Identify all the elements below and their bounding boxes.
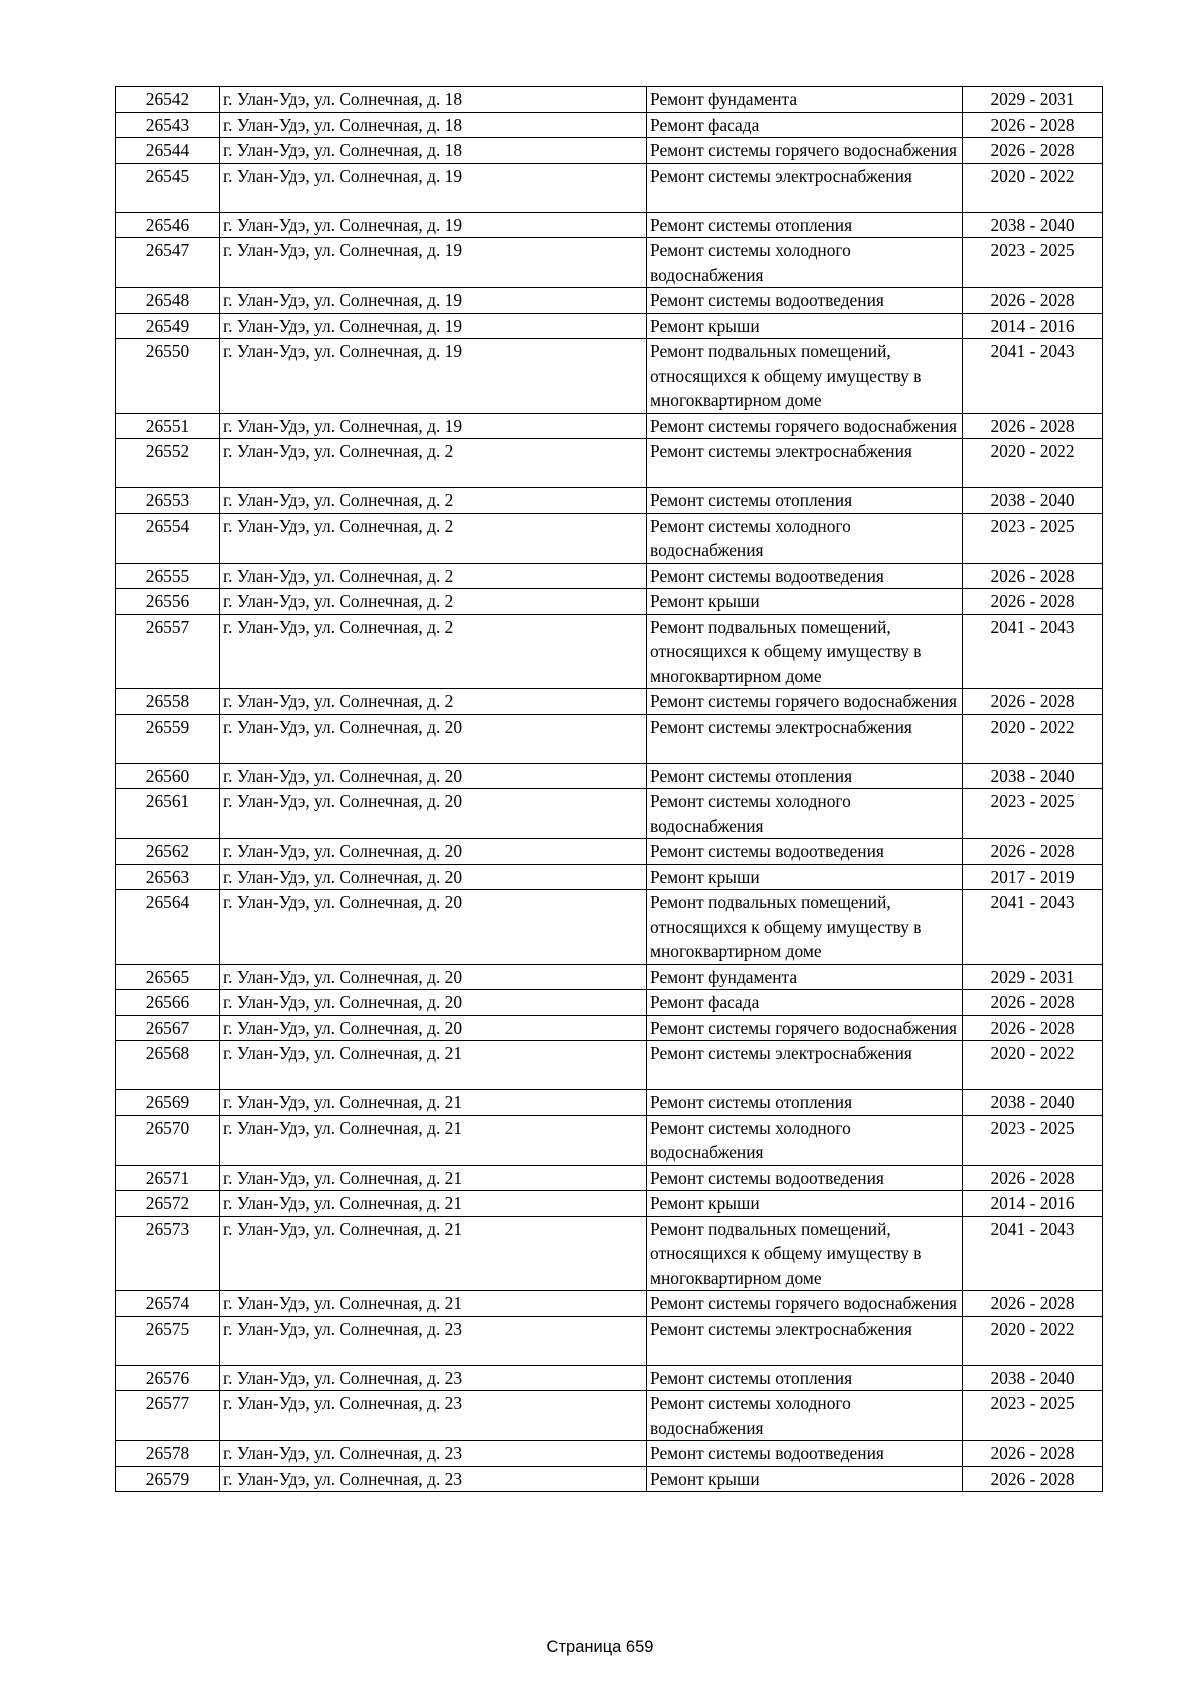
work-type-cell: Ремонт крыши — [647, 313, 963, 339]
work-type-cell: Ремонт системы холодного водоснабжения — [647, 1115, 963, 1165]
row-number-cell: 26567 — [116, 1015, 220, 1041]
work-type-cell: Ремонт фасада — [647, 990, 963, 1016]
period-cell: 2017 - 2019 — [963, 864, 1103, 890]
table-row — [116, 839, 1103, 865]
table-row — [116, 714, 1103, 763]
address-cell: г. Улан-Удэ, ул. Солнечная, д. 21 — [220, 1191, 647, 1217]
work-type-cell: Ремонт системы водоотведения — [647, 288, 963, 314]
table-row — [116, 1090, 1103, 1116]
table-row — [116, 1365, 1103, 1391]
work-type-cell: Ремонт фундамента — [647, 87, 963, 113]
work-type-cell: Ремонт фасада — [647, 112, 963, 138]
address-cell: г. Улан-Удэ, ул. Солнечная, д. 23 — [220, 1365, 647, 1391]
table-row — [116, 112, 1103, 138]
row-number-cell: 26568 — [116, 1041, 220, 1090]
table-row — [116, 1441, 1103, 1467]
row-number-cell: 26575 — [116, 1316, 220, 1365]
address-cell: г. Улан-Удэ, ул. Солнечная, д. 20 — [220, 839, 647, 865]
work-type-cell: Ремонт системы водоотведения — [647, 839, 963, 865]
period-cell: 2038 - 2040 — [963, 212, 1103, 238]
period-cell: 2026 - 2028 — [963, 1291, 1103, 1317]
page-number: Страница 659 — [546, 1638, 654, 1656]
address-cell: г. Улан-Удэ, ул. Солнечная, д. 2 — [220, 563, 647, 589]
work-type-cell: Ремонт подвальных помещений, относящихся к общему имуществу в многоквартирном доме — [647, 890, 963, 965]
address-cell: г. Улан-Удэ, ул. Солнечная, д. 20 — [220, 864, 647, 890]
row-number-cell: 26554 — [116, 513, 220, 563]
work-type-cell: Ремонт системы электроснабжения — [647, 1316, 963, 1365]
work-type-cell: Ремонт системы горячего водоснабжения — [647, 1291, 963, 1317]
period-cell: 2029 - 2031 — [963, 964, 1103, 990]
row-number-cell: 26560 — [116, 763, 220, 789]
work-type-cell: Ремонт системы водоотведения — [647, 563, 963, 589]
period-cell: 2023 - 2025 — [963, 789, 1103, 839]
table-row — [116, 864, 1103, 890]
address-cell: г. Улан-Удэ, ул. Солнечная, д. 2 — [220, 439, 647, 488]
address-cell: г. Улан-Удэ, ул. Солнечная, д. 21 — [220, 1216, 647, 1291]
address-cell: г. Улан-Удэ, ул. Солнечная, д. 20 — [220, 990, 647, 1016]
period-cell: 2023 - 2025 — [963, 1391, 1103, 1441]
address-cell: г. Улан-Удэ, ул. Солнечная, д. 2 — [220, 589, 647, 615]
period-cell: 2026 - 2028 — [963, 413, 1103, 439]
address-cell: г. Улан-Удэ, ул. Солнечная, д. 19 — [220, 313, 647, 339]
row-number-cell: 26570 — [116, 1115, 220, 1165]
row-number-cell: 26553 — [116, 488, 220, 514]
work-type-cell: Ремонт крыши — [647, 1466, 963, 1492]
period-cell: 2014 - 2016 — [963, 1191, 1103, 1217]
period-cell: 2014 - 2016 — [963, 313, 1103, 339]
period-cell: 2026 - 2028 — [963, 138, 1103, 164]
work-type-cell: Ремонт крыши — [647, 864, 963, 890]
row-number-cell: 26578 — [116, 1441, 220, 1467]
period-cell: 2020 - 2022 — [963, 439, 1103, 488]
period-cell: 2020 - 2022 — [963, 714, 1103, 763]
table-row — [116, 138, 1103, 164]
period-cell: 2023 - 2025 — [963, 513, 1103, 563]
row-number-cell: 26552 — [116, 439, 220, 488]
row-number-cell: 26569 — [116, 1090, 220, 1116]
address-cell: г. Улан-Удэ, ул. Солнечная, д. 2 — [220, 488, 647, 514]
work-type-cell: Ремонт подвальных помещений, относящихся к общему имуществу в многоквартирном доме — [647, 1216, 963, 1291]
period-cell: 2026 - 2028 — [963, 112, 1103, 138]
address-cell: г. Улан-Удэ, ул. Солнечная, д. 20 — [220, 890, 647, 965]
address-cell: г. Улан-Удэ, ул. Солнечная, д. 18 — [220, 112, 647, 138]
row-number-cell: 26577 — [116, 1391, 220, 1441]
work-type-cell: Ремонт системы холодного водоснабжения — [647, 789, 963, 839]
address-cell: г. Улан-Удэ, ул. Солнечная, д. 20 — [220, 789, 647, 839]
period-cell: 2026 - 2028 — [963, 1015, 1103, 1041]
address-cell: г. Улан-Удэ, ул. Солнечная, д. 20 — [220, 1015, 647, 1041]
row-number-cell: 26573 — [116, 1216, 220, 1291]
period-cell: 2026 - 2028 — [963, 1466, 1103, 1492]
period-cell: 2038 - 2040 — [963, 763, 1103, 789]
table-row — [116, 563, 1103, 589]
row-number-cell: 26550 — [116, 339, 220, 414]
period-cell: 2041 - 2043 — [963, 1216, 1103, 1291]
row-number-cell: 26576 — [116, 1365, 220, 1391]
row-number-cell: 26565 — [116, 964, 220, 990]
table-row — [116, 1316, 1103, 1365]
period-cell: 2029 - 2031 — [963, 87, 1103, 113]
row-number-cell: 26558 — [116, 689, 220, 715]
work-type-cell: Ремонт подвальных помещений, относящихся к общему имуществу в многоквартирном доме — [647, 339, 963, 414]
work-type-cell: Ремонт системы горячего водоснабжения — [647, 689, 963, 715]
address-cell: г. Улан-Удэ, ул. Солнечная, д. 19 — [220, 339, 647, 414]
address-cell: г. Улан-Удэ, ул. Солнечная, д. 19 — [220, 288, 647, 314]
row-number-cell: 26543 — [116, 112, 220, 138]
table-row — [116, 238, 1103, 288]
row-number-cell: 26574 — [116, 1291, 220, 1317]
table-row — [116, 163, 1103, 212]
table-row — [116, 964, 1103, 990]
address-cell: г. Улан-Удэ, ул. Солнечная, д. 19 — [220, 163, 647, 212]
work-type-cell: Ремонт системы отопления — [647, 1365, 963, 1391]
row-number-cell: 26548 — [116, 288, 220, 314]
row-number-cell: 26544 — [116, 138, 220, 164]
period-cell: 2020 - 2022 — [963, 1041, 1103, 1090]
table-row — [116, 789, 1103, 839]
row-number-cell: 26545 — [116, 163, 220, 212]
repair-schedule-table-body — [116, 87, 1103, 1492]
table-row — [116, 513, 1103, 563]
table-row — [116, 1291, 1103, 1317]
table-row — [116, 439, 1103, 488]
period-cell: 2026 - 2028 — [963, 990, 1103, 1016]
row-number-cell: 26557 — [116, 614, 220, 689]
work-type-cell: Ремонт системы холодного водоснабжения — [647, 238, 963, 288]
work-type-cell: Ремонт фундамента — [647, 964, 963, 990]
period-cell: 2023 - 2025 — [963, 1115, 1103, 1165]
address-cell: г. Улан-Удэ, ул. Солнечная, д. 20 — [220, 964, 647, 990]
period-cell: 2026 - 2028 — [963, 689, 1103, 715]
address-cell: г. Улан-Удэ, ул. Солнечная, д. 2 — [220, 614, 647, 689]
table-row — [116, 589, 1103, 615]
address-cell: г. Улан-Удэ, ул. Солнечная, д. 21 — [220, 1041, 647, 1090]
table-row — [116, 890, 1103, 965]
period-cell: 2026 - 2028 — [963, 589, 1103, 615]
table-row — [116, 413, 1103, 439]
period-cell: 2038 - 2040 — [963, 488, 1103, 514]
work-type-cell: Ремонт системы отопления — [647, 763, 963, 789]
address-cell: г. Улан-Удэ, ул. Солнечная, д. 19 — [220, 413, 647, 439]
work-type-cell: Ремонт системы электроснабжения — [647, 439, 963, 488]
period-cell: 2041 - 2043 — [963, 614, 1103, 689]
address-cell: г. Улан-Удэ, ул. Солнечная, д. 19 — [220, 212, 647, 238]
address-cell: г. Улан-Удэ, ул. Солнечная, д. 2 — [220, 513, 647, 563]
row-number-cell: 26572 — [116, 1191, 220, 1217]
address-cell: г. Улан-Удэ, ул. Солнечная, д. 20 — [220, 763, 647, 789]
row-number-cell: 26559 — [116, 714, 220, 763]
period-cell: 2026 - 2028 — [963, 288, 1103, 314]
address-cell: г. Улан-Удэ, ул. Солнечная, д. 21 — [220, 1115, 647, 1165]
address-cell: г. Улан-Удэ, ул. Солнечная, д. 18 — [220, 138, 647, 164]
address-cell: г. Улан-Удэ, ул. Солнечная, д. 19 — [220, 238, 647, 288]
work-type-cell: Ремонт системы отопления — [647, 1090, 963, 1116]
work-type-cell: Ремонт системы горячего водоснабжения — [647, 1015, 963, 1041]
work-type-cell: Ремонт системы холодного водоснабжения — [647, 1391, 963, 1441]
row-number-cell: 26571 — [116, 1165, 220, 1191]
period-cell: 2041 - 2043 — [963, 339, 1103, 414]
table-row — [116, 614, 1103, 689]
row-number-cell: 26542 — [116, 87, 220, 113]
table-row — [116, 87, 1103, 113]
work-type-cell: Ремонт системы электроснабжения — [647, 1041, 963, 1090]
work-type-cell: Ремонт системы горячего водоснабжения — [647, 413, 963, 439]
table-row — [116, 763, 1103, 789]
address-cell: г. Улан-Удэ, ул. Солнечная, д. 23 — [220, 1391, 647, 1441]
address-cell: г. Улан-Удэ, ул. Солнечная, д. 23 — [220, 1441, 647, 1467]
row-number-cell: 26555 — [116, 563, 220, 589]
work-type-cell: Ремонт крыши — [647, 589, 963, 615]
table-row — [116, 1466, 1103, 1492]
table-row — [116, 488, 1103, 514]
period-cell: 2041 - 2043 — [963, 890, 1103, 965]
work-type-cell: Ремонт системы водоотведения — [647, 1441, 963, 1467]
row-number-cell: 26556 — [116, 589, 220, 615]
work-type-cell: Ремонт крыши — [647, 1191, 963, 1217]
row-number-cell: 26566 — [116, 990, 220, 1016]
table-row — [116, 1041, 1103, 1090]
table-row — [116, 1391, 1103, 1441]
address-cell: г. Улан-Удэ, ул. Солнечная, д. 20 — [220, 714, 647, 763]
row-number-cell: 26549 — [116, 313, 220, 339]
address-cell: г. Улан-Удэ, ул. Солнечная, д. 21 — [220, 1291, 647, 1317]
row-number-cell: 26562 — [116, 839, 220, 865]
work-type-cell: Ремонт системы электроснабжения — [647, 714, 963, 763]
table-row — [116, 288, 1103, 314]
period-cell: 2020 - 2022 — [963, 163, 1103, 212]
table-row — [116, 990, 1103, 1016]
address-cell: г. Улан-Удэ, ул. Солнечная, д. 21 — [220, 1090, 647, 1116]
row-number-cell: 26551 — [116, 413, 220, 439]
address-cell: г. Улан-Удэ, ул. Солнечная, д. 18 — [220, 87, 647, 113]
work-type-cell: Ремонт системы отопления — [647, 488, 963, 514]
row-number-cell: 26563 — [116, 864, 220, 890]
period-cell: 2026 - 2028 — [963, 839, 1103, 865]
period-cell: 2038 - 2040 — [963, 1365, 1103, 1391]
address-cell: г. Улан-Удэ, ул. Солнечная, д. 23 — [220, 1316, 647, 1365]
table-row — [116, 689, 1103, 715]
row-number-cell: 26561 — [116, 789, 220, 839]
row-number-cell: 26546 — [116, 212, 220, 238]
row-number-cell: 26564 — [116, 890, 220, 965]
work-type-cell: Ремонт системы холодного водоснабжения — [647, 513, 963, 563]
table-row — [116, 1191, 1103, 1217]
repair-schedule-table — [115, 86, 1103, 1492]
period-cell: 2026 - 2028 — [963, 563, 1103, 589]
address-cell: г. Улан-Удэ, ул. Солнечная, д. 23 — [220, 1466, 647, 1492]
work-type-cell: Ремонт системы отопления — [647, 212, 963, 238]
address-cell: г. Улан-Удэ, ул. Солнечная, д. 2 — [220, 689, 647, 715]
work-type-cell: Ремонт подвальных помещений, относящихся к общему имуществу в многоквартирном доме — [647, 614, 963, 689]
table-row — [116, 313, 1103, 339]
table-row — [116, 1216, 1103, 1291]
table-row — [116, 212, 1103, 238]
period-cell: 2026 - 2028 — [963, 1441, 1103, 1467]
work-type-cell: Ремонт системы водоотведения — [647, 1165, 963, 1191]
row-number-cell: 26579 — [116, 1466, 220, 1492]
period-cell: 2020 - 2022 — [963, 1316, 1103, 1365]
period-cell: 2038 - 2040 — [963, 1090, 1103, 1116]
row-number-cell: 26547 — [116, 238, 220, 288]
work-type-cell: Ремонт системы электроснабжения — [647, 163, 963, 212]
address-cell: г. Улан-Удэ, ул. Солнечная, д. 21 — [220, 1165, 647, 1191]
period-cell: 2023 - 2025 — [963, 238, 1103, 288]
table-row — [116, 1115, 1103, 1165]
period-cell: 2026 - 2028 — [963, 1165, 1103, 1191]
table-row — [116, 1015, 1103, 1041]
table-row — [116, 339, 1103, 414]
table-row — [116, 1165, 1103, 1191]
work-type-cell: Ремонт системы горячего водоснабжения — [647, 138, 963, 164]
